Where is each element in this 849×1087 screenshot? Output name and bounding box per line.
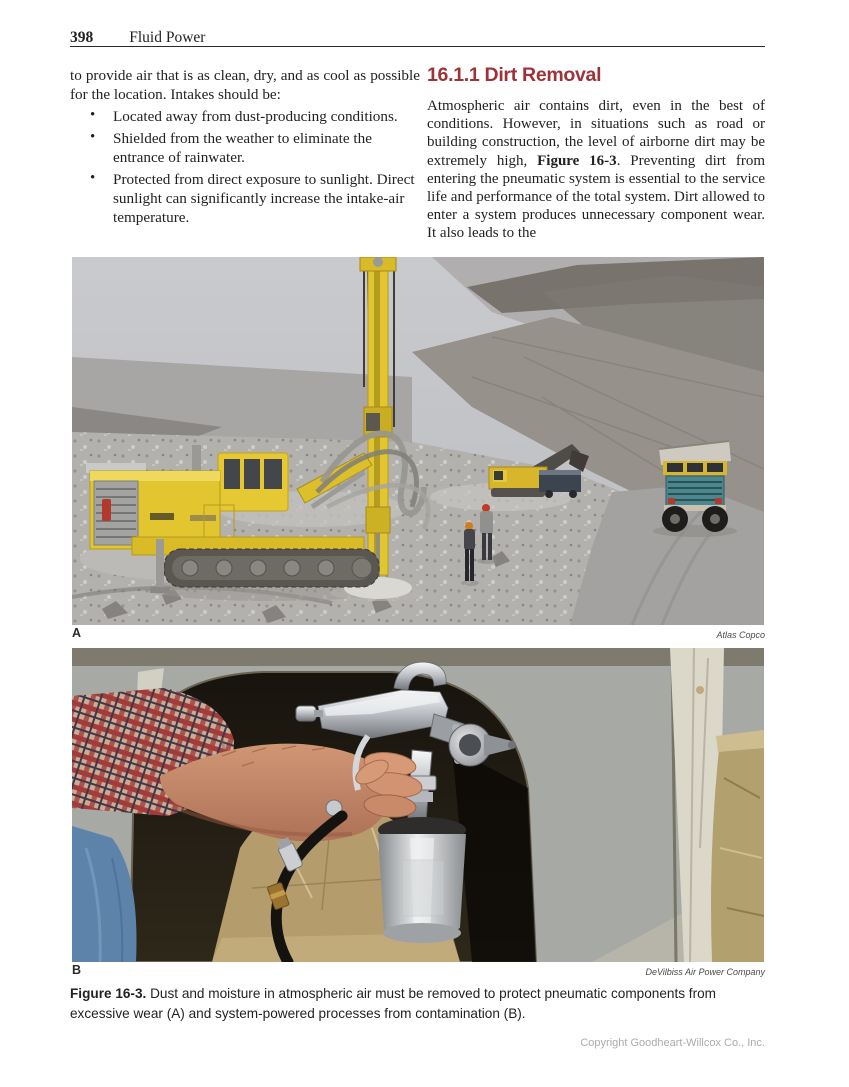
figure-b-row — [70, 963, 765, 977]
intro-paragraph: to provide air that is as clean, dry, and as cool as possible for the location. Intakes should be: — [70, 67, 420, 103]
figure-a-row — [70, 626, 765, 640]
section-paragraph — [427, 97, 765, 243]
header-rule — [70, 46, 765, 47]
list-item — [70, 107, 420, 126]
bullet-glyph: • — [90, 129, 96, 145]
figure-caption-text: Dust and moisture in atmospheric air must be removed to protect pneumatic components from excessive wear (A) and system-powered processes from contamination (B). — [70, 986, 716, 1021]
bullet-glyph: • — [90, 170, 96, 186]
figure-a-label: A — [72, 626, 82, 640]
section-text: . Preventing dirt from entering the pneumatic system is essential to the service life and performance of the total system. Dirt allowed to enter a system produces unnecessary component wear. It also leads to the — [427, 152, 765, 242]
page-header — [70, 29, 765, 47]
bullet-text: Located away from dust-producing conditions. — [113, 108, 398, 125]
list-item — [70, 170, 420, 227]
right-column — [427, 60, 765, 243]
figure-b-credit: DeVilbiss Air Power Company — [645, 967, 765, 977]
copyright-footer: Copyright Goodheart-Willcox Co., Inc. — [580, 1037, 765, 1049]
figure-caption-label: Figure 16-3. — [70, 986, 147, 1001]
figure-caption — [70, 984, 767, 1023]
left-column — [70, 60, 420, 243]
figure-b-label: B — [72, 963, 82, 977]
list-item — [70, 129, 420, 167]
book-title: Fluid Power — [129, 29, 206, 46]
spray-gun-illustration — [72, 648, 764, 962]
text-columns — [70, 60, 765, 243]
quarry-drill-rig-illustration — [72, 257, 764, 625]
figure-b-photo — [72, 648, 764, 962]
section-heading: 16.1.1 Dirt Removal — [427, 64, 602, 86]
intake-bullet-list — [70, 107, 420, 227]
figure-a-photo — [72, 257, 764, 625]
bullet-text: Protected from direct exposure to sunlight. Direct sunlight can significantly increase the intake-air temperature. — [113, 171, 415, 226]
section-text: Atmospheric air contains dirt, even in the best of conditions. However, in situations such as road or building construction, the level of airborne dirt may be extremely high, — [427, 98, 765, 169]
figure-a-credit: Atlas Copco — [716, 630, 765, 640]
bullet-text: Shielded from the weather to eliminate the entrance of rainwater. — [113, 130, 372, 166]
page-number: 398 — [70, 29, 94, 46]
figure-reference: Figure 16-3 — [537, 152, 617, 169]
bullet-glyph: • — [90, 107, 96, 123]
